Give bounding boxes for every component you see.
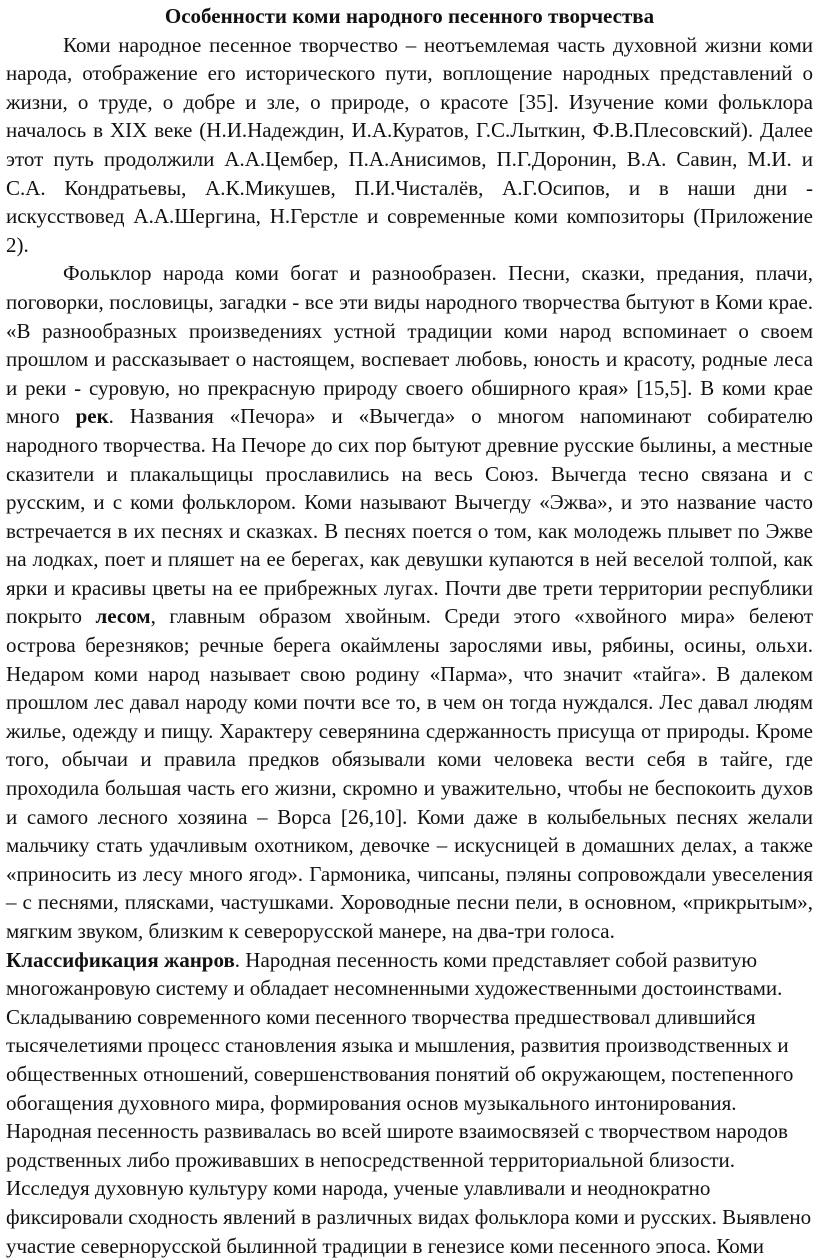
- paragraph-folklore-text-1: Фольклор народа коми богат и разнообразен. Песни, сказки, предания, плачи, поговорки, пословицы, загадки - все эти виды народного творчества бытуют в Коми крае. «В разнообразных произведениях устной традиции коми народ вспоминает о своем прошлом и рассказывает о настоящем, воспевает любовь, юность и красоту, родные леса и реки - суровую, но прекрасную природу своего обширного края» [15,5]. В коми крае много: [6, 261, 813, 429]
- paragraph-folklore-text-2: . Названия «Печора» и «Вычегда» о многом напоминают собирателю народного творчества. На Печоре до сих пор бытуют древние русские былины, а местные сказители и плакальщицы прославились на весь Союз. Вычегда тесно связана и с русским, и с коми фольклором. Коми называют Вычегду «Эжва», и это название часто встречается в их песнях и сказках. В песнях поется о том, как молодежь плывет по Эжве на лодках, поет и пляшет на ее берегах, как девушки купаются в ней веселой толпой, как ярки и красивы цветы на ее прибрежных лугах. Почти две трети территории республики покрыто: [6, 404, 813, 629]
- bold-word-rivers: рек: [75, 404, 109, 429]
- bold-word-forest: лесом: [95, 604, 151, 629]
- paragraph-intro: Коми народное песенное творчество – неотъемлемая часть духовной жизни коми народа, отображение его исторического пути, воплощение народных представлений о жизни, о труде, о добре и зле, о природе, о красоте [35]. Изучение коми фольклора началось в XIX веке (Н.И.Надеждин, И.А.Куратов, Г.С.Лыткин, Ф.В.Плесовский). Далее этот путь продолжили А.А.Цембер, П.А.Анисимов, П.Г.Доронин, В.А. Савин, М.И. и С.А. Кондратьевы, А.К.Микушев, П.И.Чисталёв, А.Г.Осипов, и в наши дни - искусствовед А.А.Шергина, Н.Герстле и современные коми композиторы (Приложение 2).: [6, 32, 813, 257]
- paragraph-folklore-text-3: , главным образом хвойным. Среди этого «хвойного мира» белеют острова березняков; речные берега окаймлены зарослями ивы, рябины, осины, ольхи. Недаром коми народ называет свою родину «Парма», что значит «тайга». В далеком прошлом лес давал народу коми почти все то, в чем он тогда нуждался. Лес давал людям жилье, одежду и пищу. Характеру северянина сдержанность присуща от природы. Кроме того, обычаи и правила предков обязывали коми человека вести себя в тайге, где проходила большая часть его жизни, скромно и уважительно, чтобы не беспокоить духов и самого лесного хозяина – Ворса [26,10]. Коми даже в колыбельных песнях желали мальчику стать удачливым охотником, девочке – искусницей в домашних делах, а также «приносить из лесу много ягод». Гармоника, чипсаны, пэляны сопровождали увеселения – с песнями, плясками, частушками. Хороводные песни пели, в основном, «прикрытым», мягким звуком, близким к северорусской манере, на два-три голоса.: [6, 604, 813, 943]
- document-title: Особенности коми народного песенного творчества: [164, 4, 655, 28]
- genres-text: . Народная песенность коми представляет собой развитую многожанровую систему и обладает несомненными художественными достоинствами. Складыванию современного коми песенного творчества предшествовал длившийся тысячелетиями процесс становления языка и мышления, развития производственных и общественных отношений, совершенствования понятий об окружающем, постепенного обогащения духовного мира, формирования основ музыкального интонирования. Народная песенность развивалась во всей широте взаимосвязей с творчеством народов родственных либо проживавших в непосредственной территориальной близости. Исследуя духовную культуру коми народа, ученые улавливали и неоднократно фиксировали сходность явлений в различных видах фольклора коми и русских. Выявлено участие севернорусской былинной традиции в генезисе коми песенного эпоса. Коми: [6, 947, 812, 1258]
- genres-heading: Классификация жанров: [6, 947, 235, 972]
- paragraph-genres: [6, 946, 813, 1260]
- paragraph-folklore: [6, 259, 813, 945]
